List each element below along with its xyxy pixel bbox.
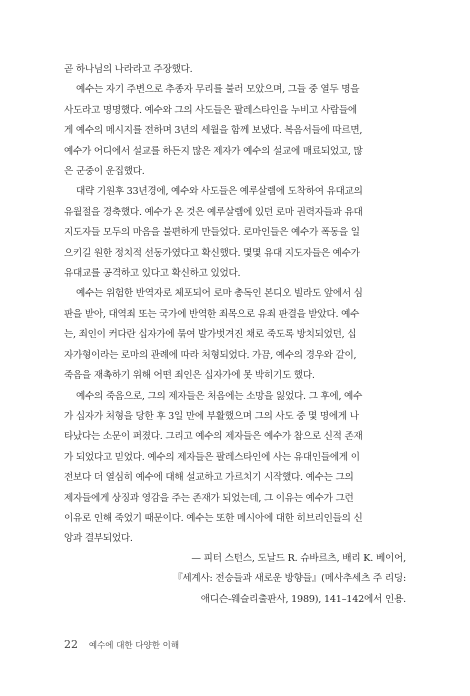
text-line: 예수는 위험한 반역자로 체포되어 로마 총독인 본디오 빌라도 앞에서 심 — [76, 288, 363, 300]
paragraph — [64, 182, 408, 284]
citation — [62, 549, 406, 610]
text-line: 는, 죄인이 커다란 십자가에 묶여 발가벗겨진 채로 죽도록 방치되었던, 십 — [64, 329, 357, 341]
text-line: 자가형이라는 로마의 관례에 따라 처형되었다. 가끔, 예수의 경우와 같이, — [64, 349, 357, 361]
text-line: 유월절을 경축했다. 예수가 온 것은 예루살렘에 있던 로마 권력자들과 유대 — [64, 206, 363, 218]
paragraph — [64, 60, 408, 80]
text-line: 타났다는 소문이 퍼졌다. 그리고 예수의 제자들은 예수가 참으로 신적 존재 — [64, 431, 363, 443]
text-line: 유대교를 공격하고 있다고 확신하고 있었다. — [64, 268, 241, 280]
text-line: 제자들에게 상징과 영감을 주는 존재가 되었는데, 그 이유는 예수가 그런 — [64, 492, 354, 504]
text-line: 가 십자가 처형을 당한 후 3일 만에 부활했으며 그의 사도 중 몇 명에게 나 — [64, 410, 359, 422]
text-line: 이유로 인해 죽었기 때문이다. 예수는 또한 메시아에 대한 히브리인들의 신 — [64, 512, 363, 524]
running-title: 예수에 대한 다양한 이해 — [88, 641, 180, 651]
citation-line: — 피터 스턴스, 도날드 R. 슈바르츠, 배리 K. 베이어, — [191, 553, 406, 564]
page-number: 22 — [64, 638, 78, 651]
text-line: 게 예수의 메시지를 전하며 3년의 세월을 함께 보냈다. 복음서들에 따르면, — [64, 125, 363, 137]
text-line: 죽음을 재촉하기 위해 어떤 죄인은 십자가에 못 박히기도 했다. — [64, 370, 315, 382]
paragraph — [64, 284, 408, 386]
text-line: 지도자들 모두의 마음을 불편하게 만들었다. 로마인들은 예수가 폭동을 일 — [64, 227, 360, 239]
paragraph — [64, 387, 408, 550]
citation-line: 애디슨-웨슬리출판사, 1989), 141–142에서 인용. — [200, 593, 406, 605]
text-line: 앙과 결부되었다. — [64, 533, 133, 545]
body-text — [64, 60, 408, 550]
text-line: 예수의 죽음으로, 그의 제자들은 처음에는 소망을 잃었다. 그 후에, 예수 — [76, 390, 363, 402]
text-line: 사도라고 명명했다. 예수와 그의 사도들은 팔레스타인을 누비고 사람들에 — [64, 104, 357, 116]
text-line: 전보다 더 열심히 예수에 대해 설교하고 가르치기 시작했다. 예수는 그의 — [64, 472, 354, 484]
page-footer — [64, 638, 179, 651]
citation-line: 『세계사: 전승들과 새로운 방향들』(메사추세츠 주 리딩: — [172, 573, 406, 585]
text-line: 곧 하나님의 나라라고 주장했다. — [64, 64, 193, 75]
paragraph — [64, 80, 408, 182]
text-line: 가 되었다고 믿었다. 예수의 제자들은 팔레스타인에 사는 유대인들에게 이 — [64, 451, 360, 463]
text-line: 예수는 자기 주변으로 추종자 무리를 불러 모았으며, 그들 중 열두 명을 — [76, 84, 360, 96]
text-line: 대략 기원후 33년경에, 예수와 사도들은 예루살렘에 도착하여 유대교의 — [76, 186, 363, 198]
text-line: 예수가 어디에서 설교를 하든지 많은 제자가 예수의 설교에 매료되었고, 많 — [64, 145, 363, 157]
text-line: 으키길 원한 정치적 선동가였다고 확신했다. 몇몇 유대 지도자들은 예수가 — [64, 247, 360, 259]
text-line: 은 군중이 운집했다. — [64, 166, 145, 178]
text-line: 판을 받아, 대역죄 또는 국가에 반역한 죄목으로 유죄 판결을 받았다. 예수 — [64, 308, 360, 320]
